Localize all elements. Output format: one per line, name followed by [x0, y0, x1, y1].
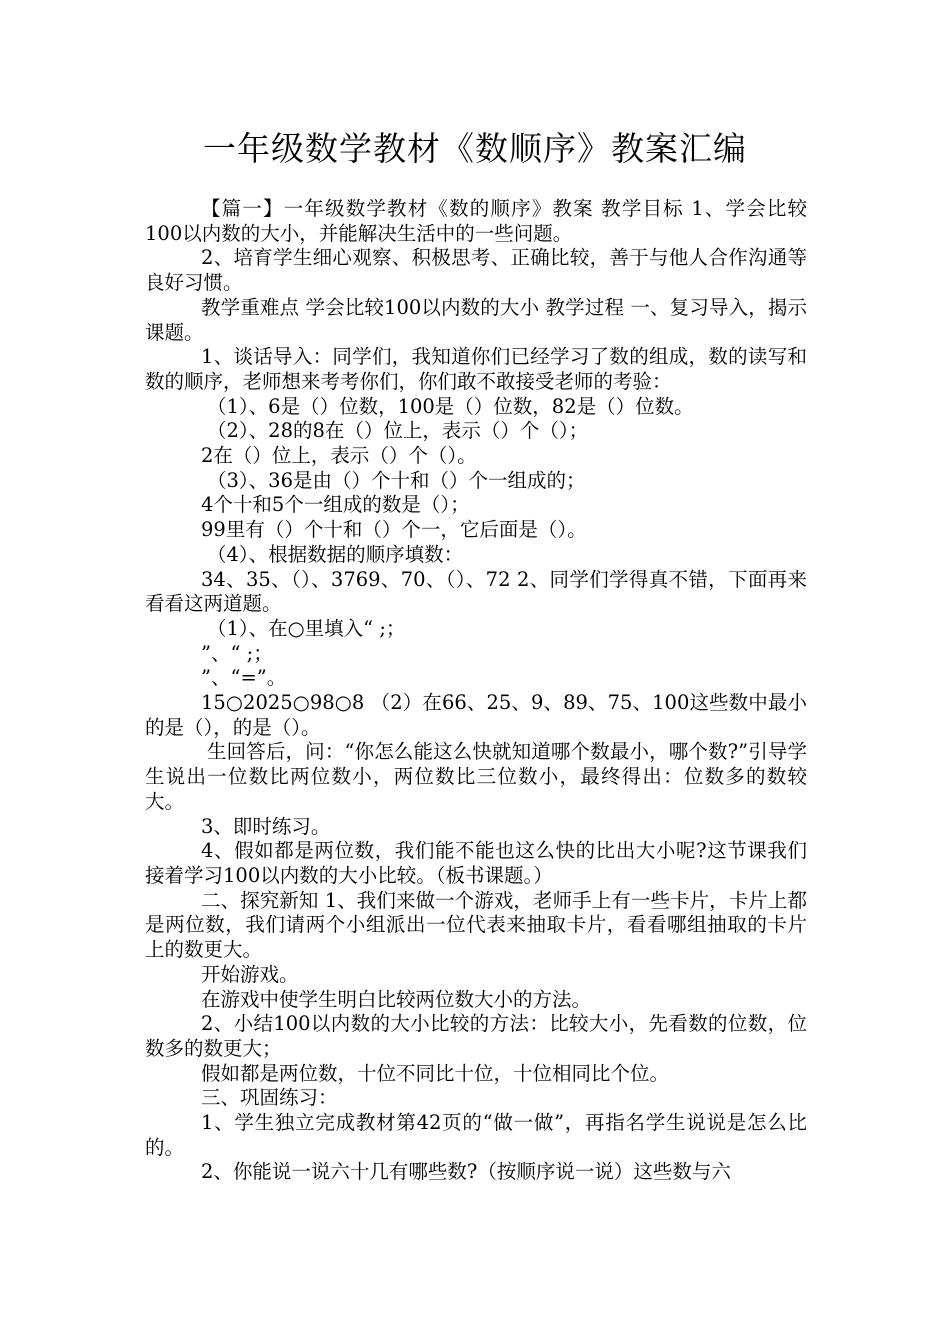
document-body: [145, 197, 807, 1185]
paragraph: 【篇一】一年级数学教材《数的顺序》教案 教学目标 1、学会比较100以内数的大小，并能解决生活中的一些问题。: [145, 197, 807, 245]
paragraph: （3）、36是由（）个十和（）个一组成的；: [207, 468, 586, 492]
paragraph: 三、巩固练习：: [201, 1086, 338, 1110]
paragraph: 教学重难点 学会比较100以内数的大小 教学过程 一、复习导入，揭示课题。: [145, 295, 807, 344]
paragraph: 1、谈话导入：同学们，我知道你们已经学习了数的组成，数的读写和数的顺序，老师想来考考你们，你们敢不敢接受老师的考验：: [145, 345, 807, 393]
paragraph: 在游戏中使学生明白比较两位数大小的方法。: [201, 987, 592, 1011]
paragraph: 99里有（）个十和（）个一，它后面是（）。: [201, 518, 587, 542]
paragraph: 2在（）位上，表示（）个（）。: [201, 444, 477, 468]
paragraph: （2）、28的8在（）位上，表示（）个（）；: [207, 419, 589, 443]
paragraph: 1、学生独立完成教材第42页的“做一做”，再指名学生说说是怎么比的。: [145, 1111, 807, 1159]
paragraph: （1）、在○里填入“ ;；: [207, 616, 406, 640]
paragraph: 2、培育学生细心观察、积极思考、正确比较，善于与他人合作沟通等良好习惯。: [145, 246, 807, 295]
paragraph: 15○2025○98○8 （2）在66、25、9、89、75、100这些数中最小的是（），的是（）。: [145, 691, 807, 739]
paragraph: 34、35、（）、3769、70、（）、72 2、同学们学得真不错，下面再来看看这两道题。: [145, 567, 807, 616]
paragraph: （4）、根据数据的顺序填数：: [207, 542, 464, 566]
paragraph: （1）、6是（）位数，100是（）位数，82是（）位数。: [207, 394, 694, 418]
paragraph: ”、“ ;；: [201, 641, 273, 665]
paragraph: 4个十和5个一组成的数是（）；: [201, 493, 470, 517]
paragraph: 开始游戏。: [201, 962, 299, 986]
paragraph: 4、假如都是两位数，我们能不能也这么快的比出大小呢?这节课我们接着学习100以内数的大小比较。（板书课题。）: [145, 839, 807, 887]
paragraph: ”、“=”。: [201, 666, 287, 690]
paragraph: 生回答后，问：“你怎么能这么快就知道哪个数最小，哪个数?”引导学生说出一位数比两位数小，两位数比三位数小，最终得出：位数多的数较大。: [145, 740, 807, 813]
document-title: 一年级数学教材《数顺序》教案汇编: [203, 129, 747, 168]
paragraph: 2、小结100以内数的大小比较的方法：比较大小，先看数的位数，位数多的数更大；: [145, 1012, 807, 1060]
paragraph: 2、你能说一说六十几有哪些数?（按顺序说一说）这些数与六: [201, 1160, 731, 1184]
paragraph: 假如都是两位数，十位不同比十位，十位相同比个位。: [201, 1061, 670, 1085]
paragraph: 二、探究新知 1、我们来做一个游戏，老师手上有一些卡片，卡片上都是两位数，我们请两个小组派出一位代表来抽取卡片，看看哪组抽取的卡片上的数更大。: [145, 888, 807, 962]
paragraph: 3、即时练习。: [201, 814, 331, 838]
